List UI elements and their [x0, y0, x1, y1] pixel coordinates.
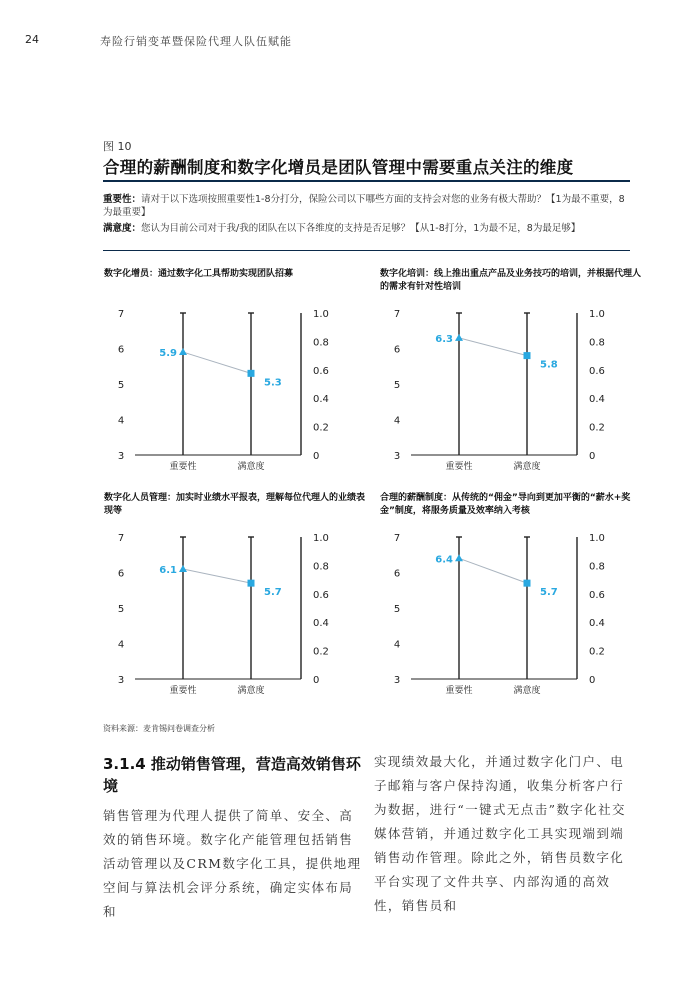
x-tick-label: 重要性 — [169, 462, 197, 472]
y-tick-label: 7 — [117, 533, 125, 544]
x-tick-label: 满意度 — [513, 462, 541, 472]
y2-tick-label: 1.0 — [313, 533, 329, 544]
satisfaction-point — [524, 580, 531, 587]
y2-tick-label: 1.0 — [313, 309, 329, 320]
y2-tick-label: 0.2 — [589, 422, 605, 434]
y2-tick-label: 0.8 — [313, 561, 329, 573]
satisfaction-label: 满意度： — [103, 223, 142, 234]
y2-tick-label: 1.0 — [589, 309, 605, 320]
source-note: 资料来源：麦肯锡问卷调查分析 — [103, 724, 215, 733]
data-label: 5.8 — [540, 359, 558, 371]
y-tick-label: 4 — [393, 639, 401, 651]
y2-tick-label: 0.8 — [313, 337, 329, 349]
importance-point — [179, 348, 187, 355]
importance-text: 请对于以下选项按照重要性1-8分打分，保险公司以下哪些方面的支持会对您的业务有极大帮助？【1为最不重要，8为最重要】 — [103, 194, 625, 218]
chart-title: 数字化人员管理：加实时业绩水平报表，理解每位代理人的业绩表现等 — [104, 493, 366, 516]
y2-tick-label: 0 — [589, 675, 596, 686]
body-text-left-column: 销售管理为代理人提供了简单、安全、高效的销售环境。数字化产能管理包括销售活动管理以及CRM数字化工具，提供地理空间与算法机会评分系统，确定实体布局和 — [103, 808, 362, 919]
figure-title: 合理的薪酬制度和数字化增员是团队管理中需要重点关注的维度 — [103, 158, 574, 177]
y-tick-label: 6 — [393, 344, 401, 356]
y-tick-label: 7 — [393, 309, 401, 320]
y2-tick-label: 0.6 — [313, 365, 329, 377]
series-line — [183, 352, 251, 373]
y-tick-label: 3 — [117, 451, 125, 462]
importance-point — [455, 554, 463, 561]
data-label: 5.7 — [540, 587, 558, 599]
y-tick-label: 5 — [117, 380, 125, 391]
x-tick-label: 重要性 — [445, 462, 473, 472]
y-tick-label: 6 — [117, 344, 125, 356]
y-tick-label: 7 — [393, 533, 401, 544]
series-line — [459, 558, 527, 583]
satisfaction-point — [524, 352, 531, 359]
data-label: 6.3 — [435, 333, 453, 345]
x-tick-label: 满意度 — [513, 686, 541, 696]
y2-tick-label: 0.4 — [313, 618, 329, 630]
chart-title: 数字化培训：线上推出重点产品及业务技巧的培训，并根据代理人的需求有针对性培训 — [380, 269, 642, 292]
importance-point — [455, 334, 463, 341]
y-tick-label: 3 — [393, 451, 401, 462]
figure-label: 图 10 — [103, 140, 132, 153]
figure-bottom-rule — [103, 250, 630, 251]
satisfaction-point — [248, 580, 255, 587]
y2-tick-label: 0.8 — [589, 337, 605, 349]
y2-tick-label: 0.4 — [589, 618, 605, 630]
data-label: 5.3 — [264, 377, 282, 389]
x-tick-label: 重要性 — [169, 686, 197, 696]
y2-tick-label: 0.4 — [589, 394, 605, 406]
section-heading: 3.1.4 推动销售管理，营造高效销售环境 — [103, 755, 361, 795]
data-label: 5.7 — [264, 587, 282, 599]
page-number: 24 — [25, 33, 39, 46]
definition-block — [103, 193, 633, 238]
satisfaction-point — [248, 370, 255, 377]
chart-svg — [379, 520, 644, 700]
importance-label: 重要性： — [103, 194, 142, 205]
y-tick-label: 4 — [393, 415, 401, 427]
y-tick-label: 6 — [117, 568, 125, 580]
y2-tick-label: 0.2 — [313, 422, 329, 434]
importance-point — [179, 565, 187, 572]
chart-svg — [103, 520, 368, 700]
y-tick-label: 4 — [117, 415, 125, 427]
y2-tick-label: 0.6 — [589, 365, 605, 377]
chart-compensation-system — [379, 492, 644, 697]
data-label: 5.9 — [159, 348, 177, 360]
y-tick-label: 7 — [117, 309, 125, 320]
y2-tick-label: 0 — [313, 451, 320, 462]
y-tick-label: 5 — [393, 604, 401, 615]
chart-digital-training — [379, 268, 644, 473]
chart-digital-recruitment — [103, 268, 368, 473]
figure-top-rule — [103, 180, 630, 182]
y2-tick-label: 0.6 — [313, 589, 329, 601]
y-tick-label: 5 — [117, 604, 125, 615]
x-tick-label: 满意度 — [237, 462, 265, 472]
y2-tick-label: 0.2 — [313, 646, 329, 658]
data-label: 6.4 — [435, 554, 453, 566]
y2-tick-label: 0 — [313, 675, 320, 686]
y2-tick-label: 1.0 — [589, 533, 605, 544]
y2-tick-label: 0.4 — [313, 394, 329, 406]
chart-digital-staff-management — [103, 492, 368, 697]
series-line — [459, 338, 527, 356]
body-text-right-column: 实现绩效最大化，并通过数字化门户、电子邮箱与客户保持沟通，收集分析客户行为数据，进行“一键式无点击”数字化社交媒体营销，并通过数字化工具实现端到端销售动作管理。除此之外，销售员数字化平台实现了文件共享、内部沟通的高效性，销售员和 — [374, 754, 626, 913]
satisfaction-definition — [103, 222, 633, 235]
y-tick-label: 3 — [117, 675, 125, 686]
chart-svg — [379, 296, 644, 476]
importance-definition — [103, 193, 633, 219]
data-label: 6.1 — [159, 564, 177, 576]
chart-title: 数字化增员：通过数字化工具帮助实现团队招募 — [104, 269, 294, 279]
y-tick-label: 3 — [393, 675, 401, 686]
y-tick-label: 6 — [393, 568, 401, 580]
chart-title: 合理的薪酬制度：从传统的“佣金”导向到更加平衡的“薪水+奖金”制度，将服务质量及效率纳入考核 — [380, 493, 631, 516]
satisfaction-text: 您认为目前公司对于我/我的团队在以下各维度的支持是否足够？【从1-8打分，1为最不足，8为最足够】 — [141, 223, 581, 234]
y-tick-label: 4 — [117, 639, 125, 651]
x-tick-label: 满意度 — [237, 686, 265, 696]
y-tick-label: 5 — [393, 380, 401, 391]
series-line — [183, 569, 251, 583]
y2-tick-label: 0.2 — [589, 646, 605, 658]
x-tick-label: 重要性 — [445, 686, 473, 696]
running-title: 寿险行销变革暨保险代理人队伍赋能 — [100, 35, 292, 48]
y2-tick-label: 0 — [589, 451, 596, 462]
y2-tick-label: 0.6 — [589, 589, 605, 601]
y2-tick-label: 0.8 — [589, 561, 605, 573]
chart-svg — [103, 296, 368, 476]
